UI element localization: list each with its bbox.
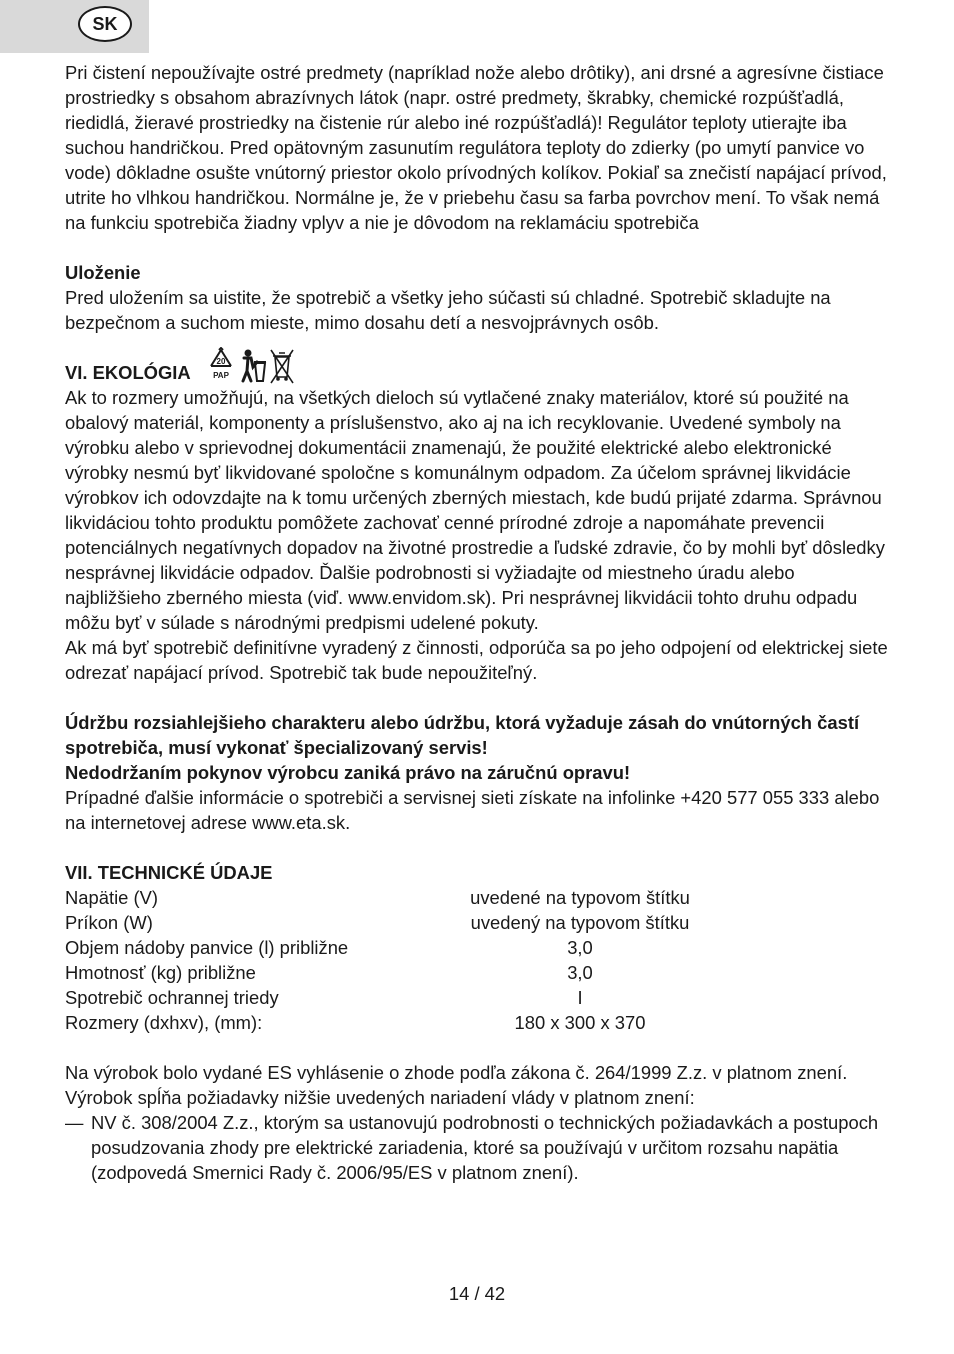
table-row <box>65 960 720 985</box>
warranty-warning: Nedodržaním pokynov výrobcu zaniká právo na záručnú opravu! <box>65 762 631 783</box>
tidy-man-icon <box>239 347 267 385</box>
service-warning: Údržbu rozsiahlejšieho charakteru alebo údržbu, ktorá vyžaduje zásah do vnútorných častí spotrebiča, musí vykonať špecializovaný servis! <box>65 712 860 758</box>
list-dash: — <box>65 1112 84 1133</box>
service-info-paragraph: Prípadné ďalšie informácie o spotrebiči a servisnej sieti získate na infolinke +420 577 055 333 alebo na internetovej adrese www.eta.sk. <box>65 787 880 833</box>
spec-value: I <box>577 987 583 1008</box>
recycling-code: PAP <box>212 371 229 380</box>
page-number: 14 / 42 <box>448 1283 506 1304</box>
regulation-text: NV č. 308/2004 Z.z., ktorým sa ustanovujú podrobnosti o technických požiadavkách a postupoch posudzovania zhody pre elektrické zariadenia, ktoré sa používajú v určitom rozsahu napätia (zodpovedá Smernici Rady č. 2006/95/ES v platnom znení). <box>91 1112 879 1183</box>
table-row <box>65 885 720 910</box>
conformity-paragraph: Na výrobok bolo vydané ES vyhlásenie o zhode podľa zákona č. 264/1999 Z.z. v platnom znení. Výrobok spĺňa požiadavky nižšie uvedených nariadení vlády v platnom znení: <box>65 1062 848 1108</box>
page-content <box>65 60 895 1185</box>
cleaning-paragraph: Pri čistení nepoužívajte ostré predmety (napríklad nože alebo drôtiky), ani drsné a agresívne čistiace prostriedky s obsahom abrazívnych látok (napr. ostré predmety, škrabky, chemické rozpúšťadlá, riedidlá, žieravé prostriedky na čistenie rúr alebo iné rozpúšťadlá)! Regulátor teploty utierajte iba suchou handričkou. Pred opätovným zasunutím regulátora teploty do zdierky (po umytí panvice vo vode) dôkladne osušte vnútorný priestor okolo prívodných kolíkov. Pokiaľ sa znečistí napájací prívod, utrite ho vlhkou handričkou. Normálne je, že v priebehu času sa farba povrchov mení. To však nemá na funkciu spotrebiča žiadny vplyv a nie je dôvodom na reklamáciu spotrebiča <box>65 62 887 233</box>
ecology-icons <box>205 343 295 385</box>
disposal-paragraph: Ak má byť spotrebič definitívne vyradený z činnosti, odporúča sa po jeho odpojení od elektrickej siete odrezať napájací prívod. Spotrebič tak bude nepoužiteľný. <box>65 637 888 683</box>
spec-value: 180 x 300 x 370 <box>514 1012 646 1033</box>
recycling-number: 20 <box>216 357 226 366</box>
recycling-paper-icon <box>205 347 237 385</box>
language-badge: SK <box>78 6 132 42</box>
storage-heading: Uloženie <box>65 262 141 283</box>
spec-value: 3,0 <box>567 937 593 958</box>
table-row <box>65 1010 720 1035</box>
spec-label: Spotrebič ochrannej triedy <box>65 987 279 1008</box>
spec-label: Objem nádoby panvice (l) približne <box>65 937 349 958</box>
spec-label: Hmotnosť (kg) približne <box>65 962 256 983</box>
technical-table <box>65 885 720 1035</box>
ecology-heading: VI. EKOLÓGIA <box>65 362 191 383</box>
table-row <box>65 985 720 1010</box>
spec-label: Napätie (V) <box>65 887 159 908</box>
spec-value: uvedené na typovom štítku <box>470 887 690 908</box>
spec-label: Rozmery (dxhxv), (mm): <box>65 1012 263 1033</box>
technical-heading: VII. TECHNICKÉ ÚDAJE <box>65 862 273 883</box>
regulation-list-item <box>65 1110 895 1185</box>
crossed-bin-icon <box>269 347 295 385</box>
table-row <box>65 910 720 935</box>
spec-label: Príkon (W) <box>65 912 153 933</box>
storage-paragraph: Pred uložením sa uistite, že spotrebič a všetky jeho súčasti sú chladné. Spotrebič skladujte na bezpečnom a suchom mieste, mimo dosahu detí a nesvojprávnych osôb. <box>65 287 831 333</box>
ecology-paragraph: Ak to rozmery umožňujú, na všetkých dieloch sú vytlačené znaky materiálov, ktoré sú použité na obalový materiál, komponenty a príslušenstvo, ako aj na ich recyklovanie. Uvedené symboly na výrobku alebo v sprievodnej dokumentácii znamenajú, že použité elektrické alebo elektronické výrobky nesmú byť likvidované spoločne s komunálnym odpadom. Za účelom správnej likvidácie výrobkov ich odovzdajte na k tomu určených zberných miestach, kde budú prijaté zdarma. Správnou likvidáciou tohto produktu pomôžete zachovať cenné prírodné zdroje a napomáhate prevencii potenciálnych negatívnych dopadov na životné prostredie a ľudské zdravie, čo by mohli byť dôsledky nesprávnej likvidácie odpadov. Ďalšie podrobnosti si vyžiadajte od miestneho úradu alebo najbližšieho zberného miesta (viď. www.envidom.sk). Pri nesprávnej likvidácii tohto druhu odpadu môžu byť v súlade s národnými predpismi udelené pokuty. <box>65 387 885 633</box>
table-row <box>65 935 720 960</box>
spec-value: uvedený na typovom štítku <box>470 912 690 933</box>
spec-value: 3,0 <box>567 962 593 983</box>
language-tab <box>0 0 149 53</box>
ecology-heading-row <box>65 335 895 385</box>
